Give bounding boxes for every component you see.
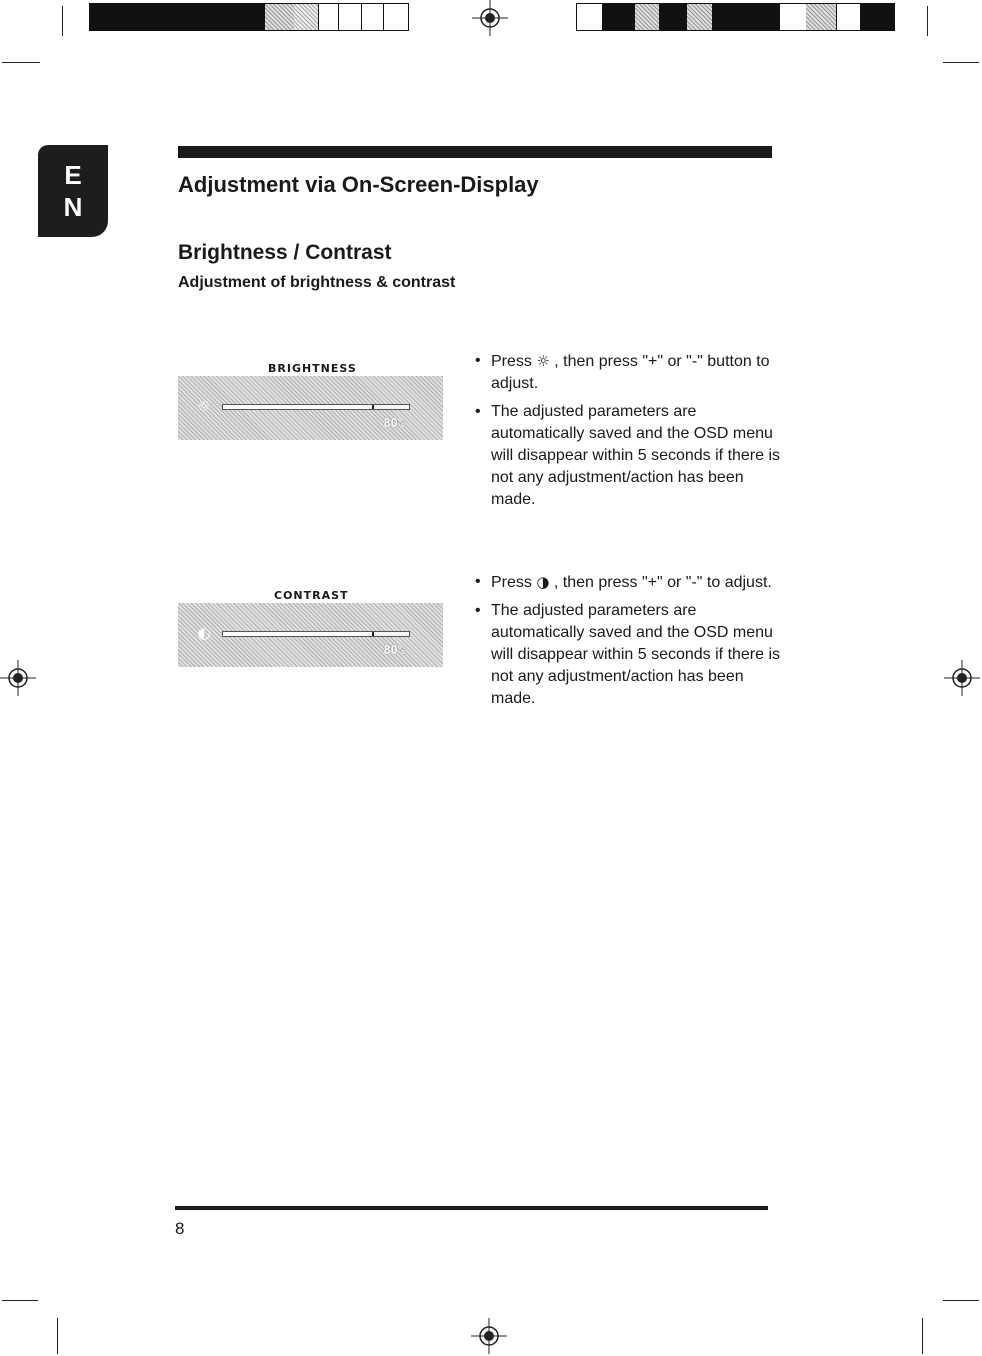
sun-icon: ☼ bbox=[197, 397, 211, 415]
contrast-osd-panel bbox=[178, 603, 443, 667]
crop-mark bbox=[943, 62, 979, 63]
registration-mark-icon bbox=[471, 1318, 507, 1354]
bullet-text: The adjusted parameters are automatically saved and the OSD menu will disappear within 5 seconds if there is not any adjustment/action has been made. bbox=[491, 403, 781, 508]
brightness-osd-label: BRIGHTNESS bbox=[268, 362, 357, 375]
bullet-text: Press bbox=[491, 353, 532, 370]
crop-mark bbox=[2, 62, 40, 63]
bullet-text: , then press "+" or "-" button to adjust. bbox=[491, 353, 770, 392]
list-item bbox=[475, 600, 785, 710]
contrast-osd-label: CONTRAST bbox=[274, 589, 349, 602]
list-item bbox=[475, 401, 785, 511]
language-tab-letter: N bbox=[63, 192, 83, 222]
bullet-text: Press bbox=[491, 574, 532, 591]
page-number: 8 bbox=[175, 1219, 185, 1238]
sun-icon: ☼ bbox=[536, 352, 550, 370]
contrast-icon: ◑ bbox=[536, 573, 550, 591]
brightness-percent: 80% bbox=[383, 416, 405, 430]
crop-mark bbox=[57, 1318, 58, 1354]
crop-mark bbox=[943, 1300, 979, 1301]
contrast-percent: 80% bbox=[383, 643, 405, 657]
brightness-osd-panel bbox=[178, 376, 443, 440]
language-tab-letter: E bbox=[64, 160, 82, 190]
brightness-slider-fill bbox=[223, 405, 374, 409]
page-title: Adjustment via On-Screen-Display bbox=[178, 172, 539, 197]
color-control-bar-left bbox=[89, 3, 409, 31]
list-item bbox=[475, 350, 785, 395]
registration-mark-icon bbox=[472, 0, 508, 36]
bullet-text: The adjusted parameters are automatically saved and the OSD menu will disappear within 5 seconds if there is not any adjustment/action has been made. bbox=[491, 602, 781, 707]
section-heading: Brightness / Contrast bbox=[178, 241, 392, 264]
crop-mark bbox=[927, 6, 928, 36]
registration-mark-icon bbox=[944, 660, 980, 696]
crop-mark bbox=[2, 1300, 38, 1301]
brightness-slider-track bbox=[222, 404, 410, 410]
contrast-instructions bbox=[475, 571, 785, 716]
list-item bbox=[475, 571, 785, 594]
language-tab bbox=[38, 145, 108, 237]
brightness-instructions bbox=[475, 350, 785, 517]
bullet-text: , then press "+" or "-" to adjust. bbox=[553, 574, 772, 591]
title-rule bbox=[178, 146, 772, 158]
footer-rule bbox=[175, 1206, 768, 1210]
crop-mark bbox=[62, 6, 63, 36]
contrast-slider-track bbox=[222, 631, 410, 637]
subsection-heading: Adjustment of brightness & contrast bbox=[178, 274, 456, 291]
contrast-icon: ◐ bbox=[197, 624, 211, 642]
crop-mark bbox=[922, 1318, 923, 1354]
color-control-bar-right bbox=[576, 3, 895, 31]
registration-mark-icon bbox=[0, 660, 36, 696]
contrast-slider-fill bbox=[223, 632, 374, 636]
